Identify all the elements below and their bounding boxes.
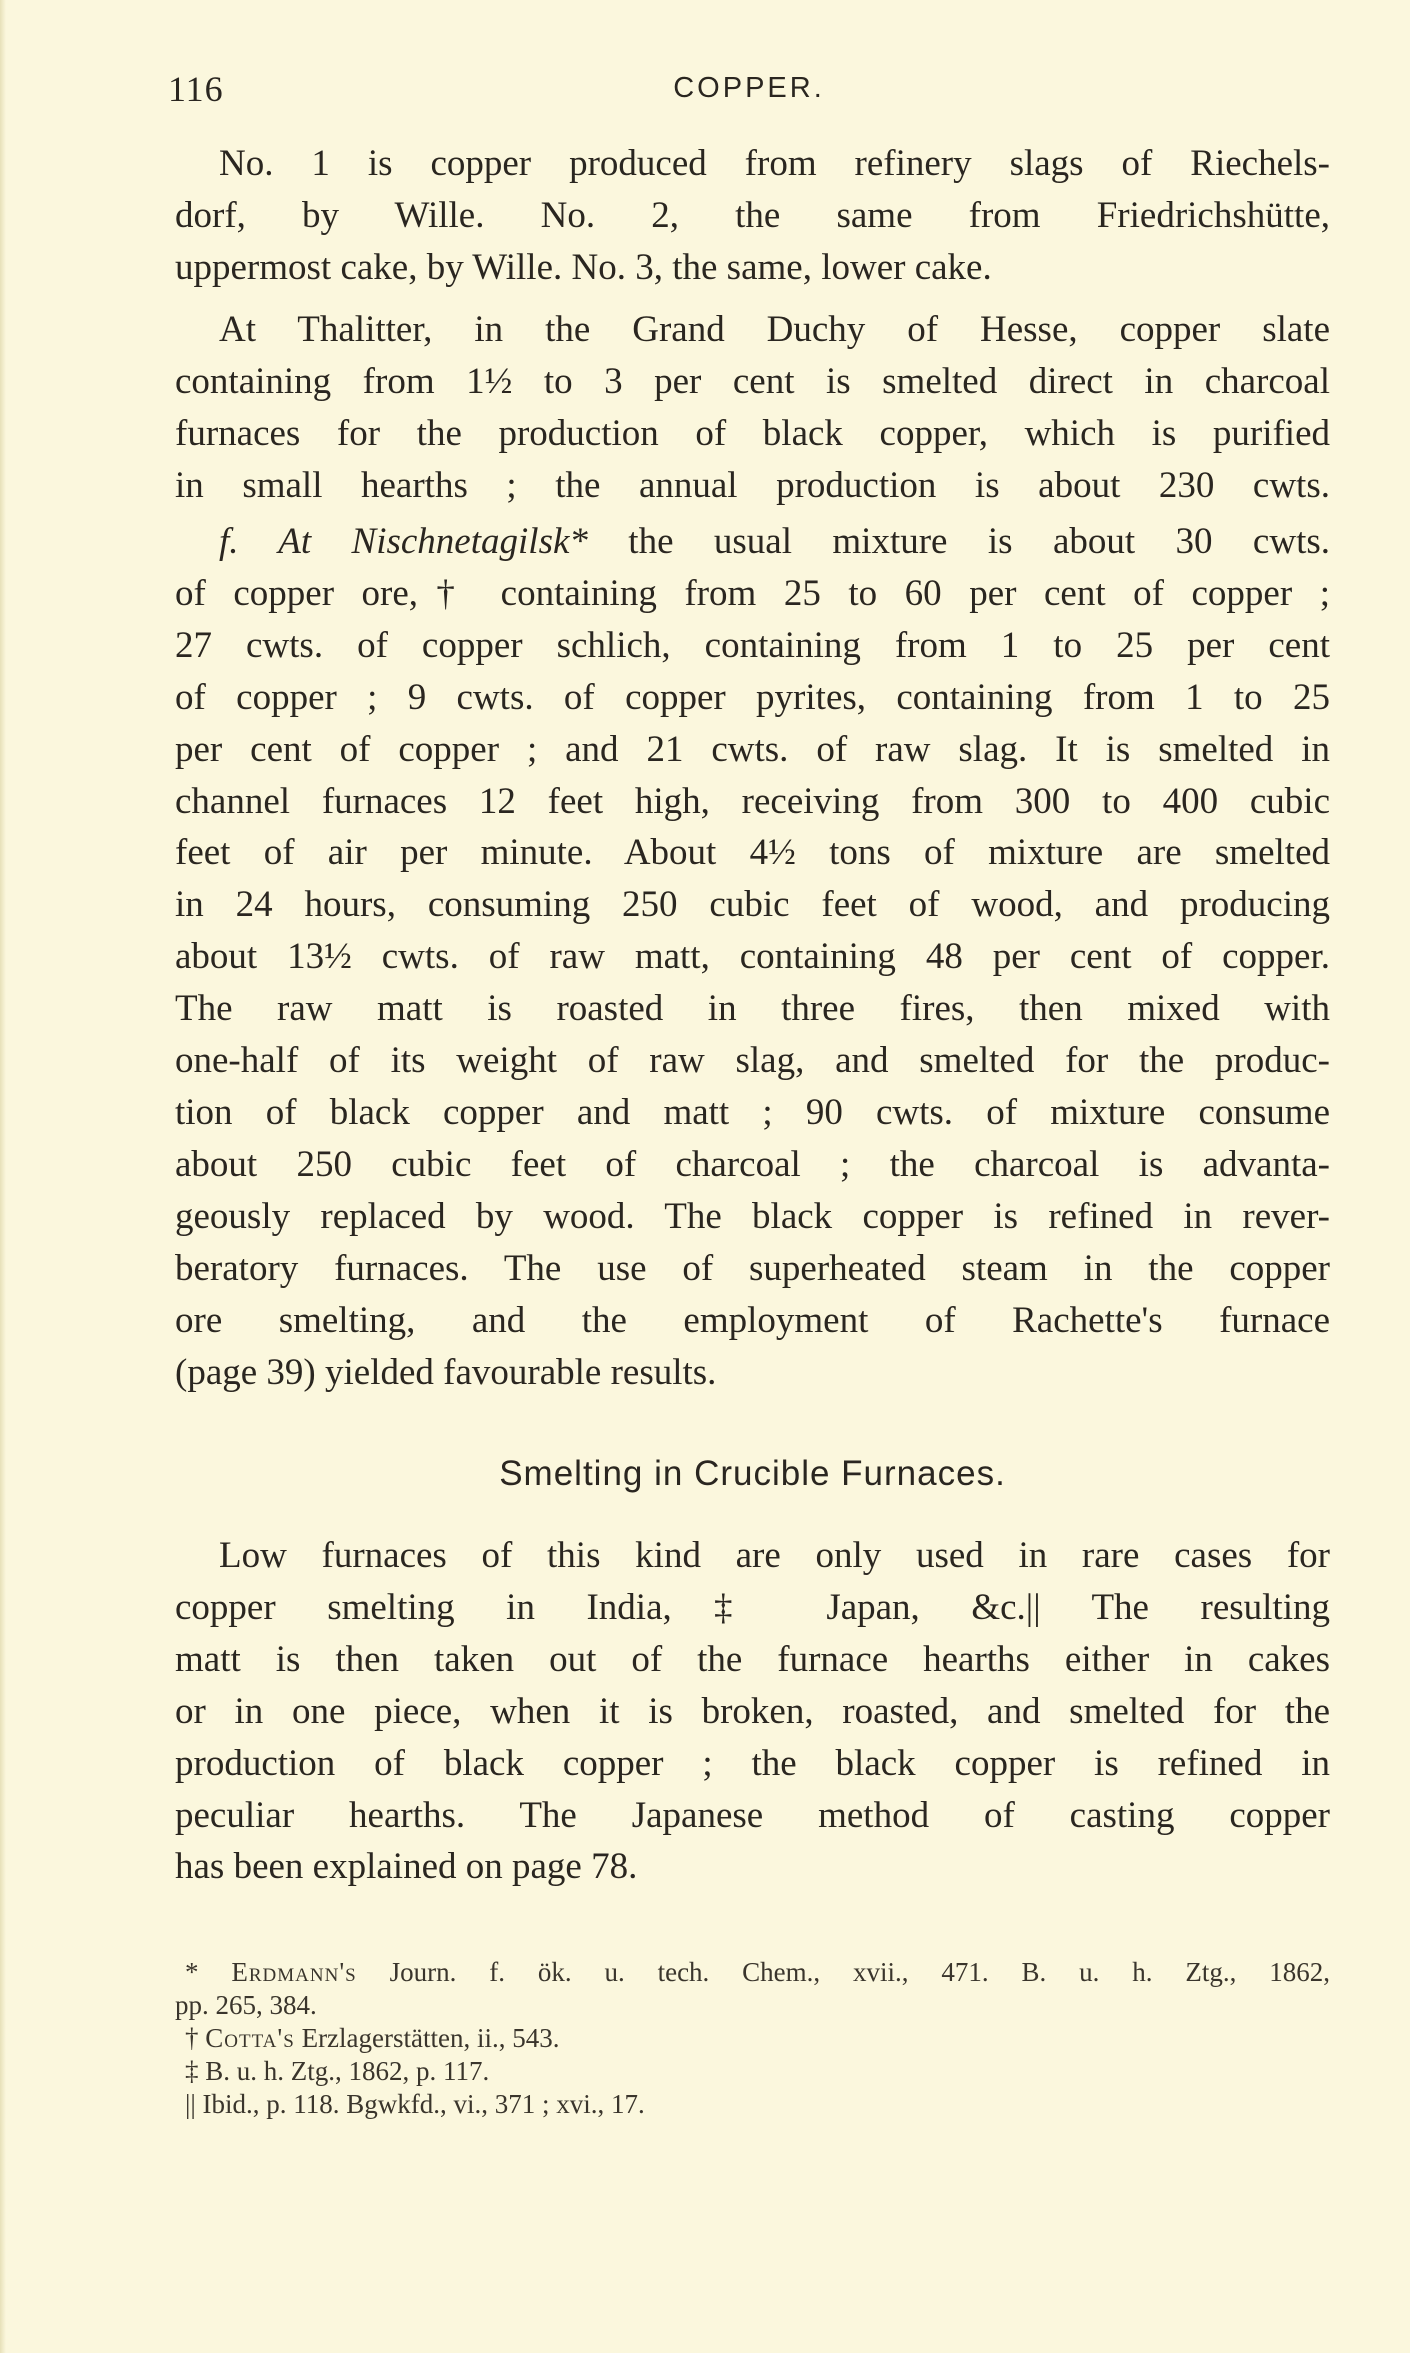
page-number: 116 bbox=[168, 69, 224, 109]
section-heading: Smelting in Crucible Furnaces. bbox=[499, 1454, 1006, 1493]
footnote-mark: * bbox=[185, 1957, 199, 1987]
text-line: peculiar hearths. The Japanese method of casting copper bbox=[175, 1794, 1330, 1836]
text-line: channel furnaces 12 feet high, receiving from 300 to 400 cubic bbox=[175, 780, 1330, 822]
text-line: (page 39) yielded favourable results. bbox=[175, 1351, 717, 1393]
paragraph-1 bbox=[175, 138, 1330, 294]
text-line: The raw matt is roasted in three fires, then mixed with bbox=[175, 988, 1330, 1030]
location-heading: f. At Nischnetagilsk* bbox=[219, 521, 588, 562]
footnote-text: Journ. f. ök. u. tech. Chem., xvii., 471. B. u. h. Ztg., 1862, bbox=[356, 1957, 1330, 1987]
text-line: beratory furnaces. The use of superheated steam in the copper bbox=[175, 1247, 1330, 1289]
text-line: Low furnaces of this kind are only used in rare cases for bbox=[219, 1535, 1330, 1576]
page-edge-shadow bbox=[0, 0, 6, 2353]
footnote-1-continued: pp. 265, 384. bbox=[175, 1990, 317, 2020]
text-line: matt is then taken out of the furnace hearths either in cakes bbox=[175, 1638, 1330, 1680]
footnotes bbox=[175, 1956, 1330, 2121]
text-line: of copper ore,† containing from 25 to 60 per cent of copper ; bbox=[175, 572, 1330, 614]
text-line: ore smelting, and the employment of Rachette's furnace bbox=[175, 1299, 1330, 1341]
text-line: feet of air per minute. About 4½ tons of mixture are smelted bbox=[175, 832, 1330, 874]
paragraph-3 bbox=[175, 516, 1330, 1398]
text-line: containing from 1½ to 3 per cent is smelted direct in charcoal bbox=[175, 360, 1330, 402]
text-line: tion of black copper and matt ; 90 cwts. of mixture consume bbox=[175, 1091, 1330, 1133]
footnote-author: Erdmann's bbox=[231, 1957, 357, 1987]
text-line: copper smelting in India,‡ Japan, &c.|| The resulting bbox=[175, 1586, 1330, 1628]
text-line-first bbox=[175, 516, 1330, 568]
text-line: of copper ; 9 cwts. of copper pyrites, containing from 1 to 25 bbox=[175, 676, 1330, 718]
footnote-author: Cotta's bbox=[205, 2023, 295, 2053]
text-line: production of black copper ; the black copper is refined in bbox=[175, 1742, 1330, 1784]
text-line: about 13½ cwts. of raw matt, containing 48 per cent of copper. bbox=[175, 936, 1330, 978]
text-line: one-half of its weight of raw slag, and smelted for the produc- bbox=[175, 1040, 1330, 1082]
footnote-3: ‡ B. u. h. Ztg., 1862, p. 117. bbox=[185, 2056, 490, 2086]
text-line: 27 cwts. of copper schlich, containing from 1 to 25 per cent bbox=[175, 624, 1330, 666]
text-line: uppermost cake, by Wille. No. 3, the same, lower cake. bbox=[175, 246, 992, 288]
footnote-1 bbox=[175, 1956, 1330, 1989]
text-line: furnaces for the production of black copper, which is purified bbox=[175, 412, 1330, 454]
page-header bbox=[168, 68, 1330, 112]
text-line: At Thalitter, in the Grand Duchy of Hesse, copper slate bbox=[219, 309, 1330, 350]
text-line: has been explained on page 78. bbox=[175, 1846, 638, 1888]
footnote-2 bbox=[175, 2022, 1330, 2055]
text-line: about 250 cubic feet of charcoal ; the charcoal is advanta- bbox=[175, 1143, 1330, 1185]
text-line: per cent of copper ; and 21 cwts. of raw slag. It is smelted in bbox=[175, 728, 1330, 770]
text-line: geously replaced by wood. The black copper is refined in rever- bbox=[175, 1195, 1330, 1237]
text-line: in 24 hours, consuming 250 cubic feet of wood, and producing bbox=[175, 884, 1330, 926]
paragraph-4 bbox=[175, 1530, 1330, 1893]
footnote-4: || Ibid., p. 118. Bgwkfd., vi., 371 ; xvi., 17. bbox=[185, 2089, 645, 2119]
text-line: dorf, by Wille. No. 2, the same from Friedrichshütte, bbox=[175, 194, 1330, 236]
text-line: No. 1 is copper produced from refinery slags of Riechels- bbox=[219, 143, 1330, 184]
text-line: or in one piece, when it is broken, roasted, and smelted for the bbox=[175, 1690, 1330, 1732]
text-run: the usual mixture is about 30 cwts. bbox=[587, 521, 1331, 562]
running-head: COPPER. bbox=[673, 72, 825, 104]
text-line: in small hearths ; the annual production is about 230 cwts. bbox=[175, 464, 1330, 506]
footnote-mark: † bbox=[185, 2023, 199, 2053]
footnote-text: Erzlagerstätten, ii., 543. bbox=[294, 2023, 560, 2053]
paragraph-2 bbox=[175, 304, 1330, 512]
